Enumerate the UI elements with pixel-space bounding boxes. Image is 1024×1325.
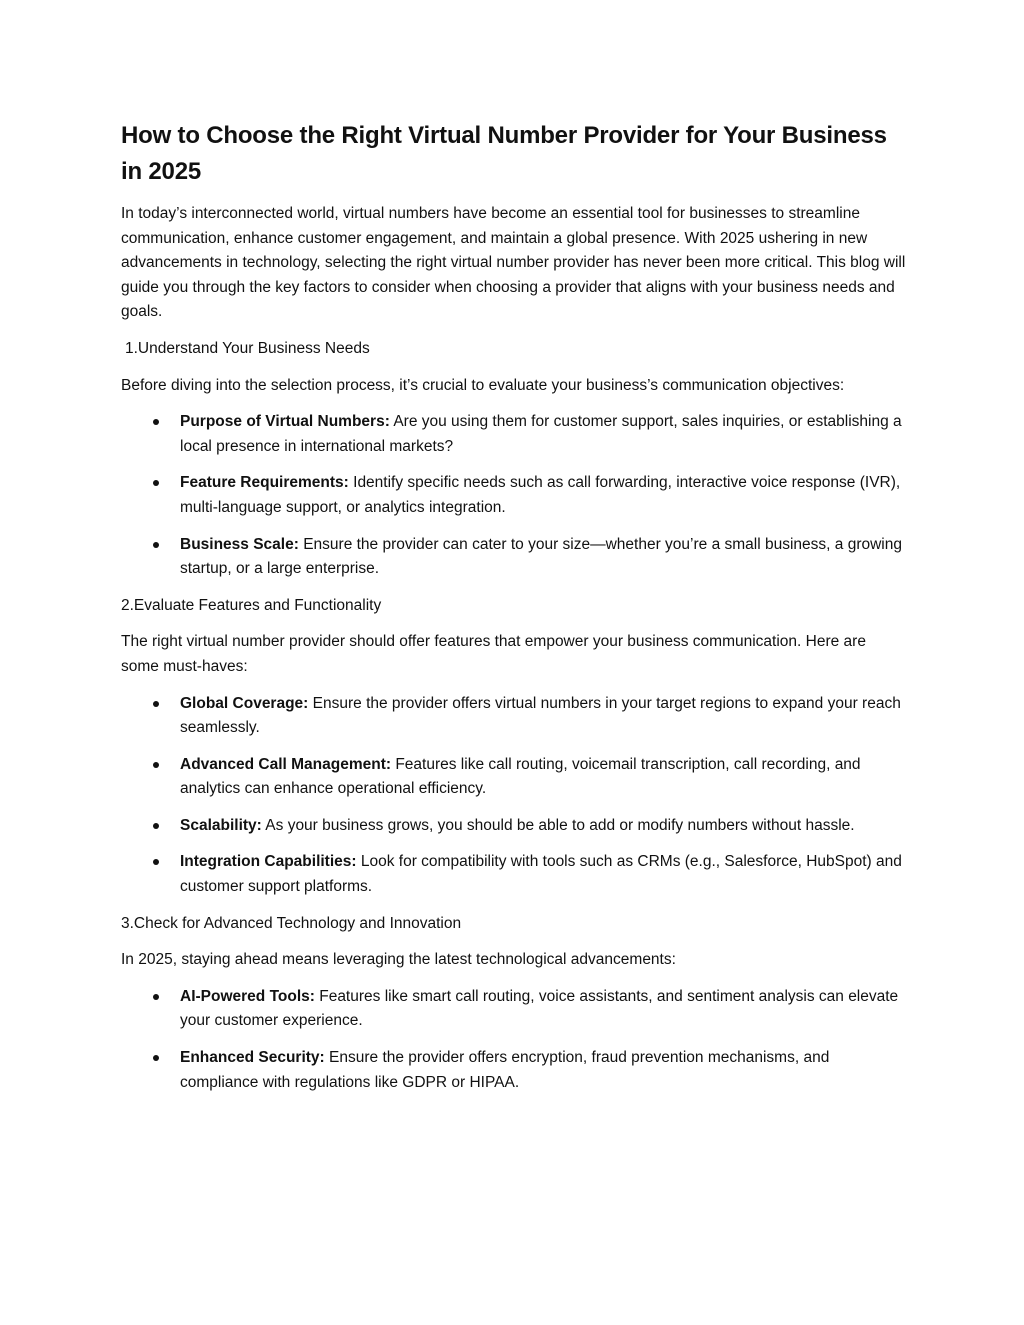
bullet-icon xyxy=(153,762,159,768)
list-item xyxy=(121,471,907,520)
bullet-list-3 xyxy=(121,985,907,1095)
bullet-icon xyxy=(153,419,159,425)
list-item-text: Look for compatibility with tools such as CRMs (e.g., Salesforce, HubSpot) and customer support platforms. xyxy=(180,853,902,896)
list-item xyxy=(121,692,907,741)
list-item-text: Are you using them for customer support, sales inquiries, or establishing a local presence in international markets? xyxy=(180,413,902,455)
section-heading-3: 3.Check for Advanced Technology and Innovation xyxy=(121,914,462,932)
list-item-text: Ensure the provider offers virtual numbers in your target regions to expand your reach seamlessly. xyxy=(180,694,901,737)
document-page xyxy=(121,118,907,1107)
bullet-icon xyxy=(153,823,159,829)
list-item xyxy=(121,410,907,459)
bullet-list-1 xyxy=(121,410,907,582)
list-item-label: AI-Powered Tools: xyxy=(180,987,315,1005)
bullet-icon xyxy=(153,1055,159,1061)
bullet-icon xyxy=(153,480,159,486)
intro-paragraph: In today’s interconnected world, virtual numbers have become an essential tool for businesses to streamline communication, enhance customer engagement, and maintain a global presence. With 2025 ushering in new advancements in technology, selecting the right virtual number provider has never been more critical. This blog will guide you through the key factors to consider when choosing a provider that aligns with your business needs and goals. xyxy=(121,205,906,321)
section-body-3: In 2025, staying ahead means leveraging the latest technological advancements: xyxy=(121,951,676,969)
list-item-label: Scalability: xyxy=(180,816,262,834)
list-item-label: Purpose of Virtual Numbers: xyxy=(180,413,390,431)
section-body-1: Before diving into the selection process, it’s crucial to evaluate your business’s communication objectives: xyxy=(121,376,845,394)
section-body-2: The right virtual number provider should offer features that empower your business communication. Here are some must-haves: xyxy=(121,633,866,675)
page-title: How to Choose the Right Virtual Number Provider for Your Business in 2025 xyxy=(121,122,887,185)
list-item-text: Identify specific needs such as call forwarding, interactive voice response (IVR), multi-language support, or analytics integration. xyxy=(180,474,901,516)
list-item-text: Features like smart call routing, voice assistants, and sentiment analysis can elevate your customer experience. xyxy=(180,987,899,1030)
list-item xyxy=(121,1046,907,1095)
list-item xyxy=(121,533,907,582)
bullet-icon xyxy=(153,994,159,1000)
bullet-icon xyxy=(153,542,159,548)
list-item-label: Global Coverage: xyxy=(180,694,309,712)
list-item-text: Ensure the provider offers encryption, fraud prevention mechanisms, and compliance with regulations like GDPR or HIPAA. xyxy=(180,1049,830,1091)
list-item-label: Enhanced Security: xyxy=(180,1049,325,1067)
list-item-text: Ensure the provider can cater to your size—whether you’re a small business, a growing startup, or a large enterprise. xyxy=(180,535,902,578)
bullet-list-2 xyxy=(121,692,907,900)
list-item xyxy=(121,814,907,839)
bullet-icon xyxy=(153,701,159,707)
bullet-icon xyxy=(153,859,159,865)
section-heading-2: 2.Evaluate Features and Functionality xyxy=(121,596,382,614)
list-item-text: Features like call routing, voicemail transcription, call recording, and analytics can enhance operational efficiency. xyxy=(180,755,861,798)
list-item xyxy=(121,753,907,802)
list-item-label: Business Scale: xyxy=(180,535,299,553)
list-item-label: Advanced Call Management: xyxy=(180,755,392,773)
list-item xyxy=(121,985,907,1034)
list-item-label: Feature Requirements: xyxy=(180,474,349,492)
list-item-label: Integration Capabilities: xyxy=(180,853,357,871)
list-item xyxy=(121,850,907,899)
section-heading-1: 1.Understand Your Business Needs xyxy=(125,339,370,357)
list-item-text: As your business grows, you should be able to add or modify numbers without hassle. xyxy=(261,816,855,834)
